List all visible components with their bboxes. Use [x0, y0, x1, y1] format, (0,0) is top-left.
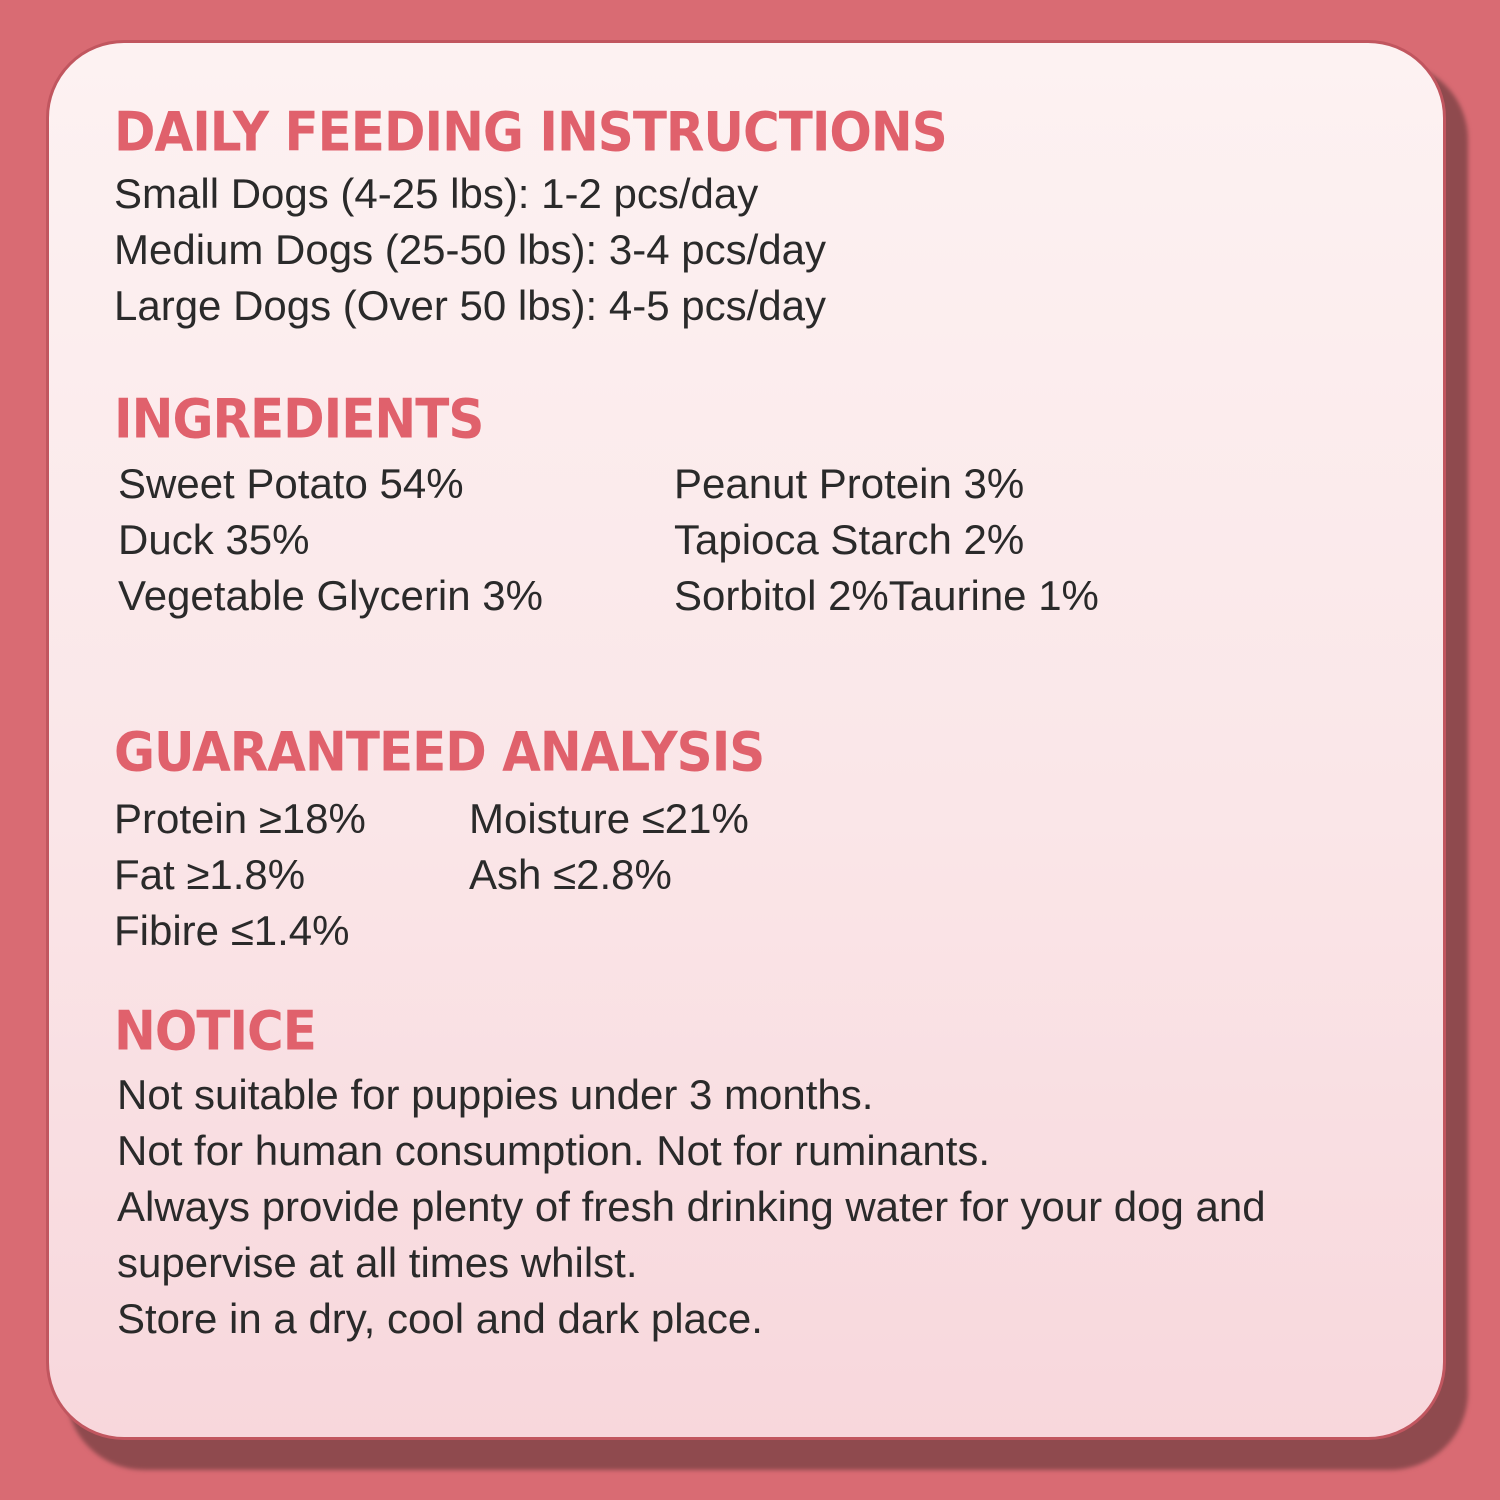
ingredient-item: Tapioca Starch 2% [674, 516, 1025, 563]
ingredient-item: Vegetable Glycerin 3% [118, 572, 543, 619]
feeding-line-large: Large Dogs (Over 50 lbs): 4-5 pcs/day [114, 282, 826, 329]
notice-line: Always provide plenty of fresh drinking water for your dog and [117, 1183, 1266, 1230]
info-card [46, 40, 1446, 1440]
ingredient-item: Sweet Potato 54% [118, 460, 464, 507]
analysis-item: Moisture ≤21% [469, 795, 749, 842]
notice-line: Not suitable for puppies under 3 months. [117, 1071, 874, 1118]
feeding-line-small: Small Dogs (4-25 lbs): 1-2 pcs/day [114, 170, 759, 217]
ingredient-item: Duck 35% [118, 516, 310, 563]
notice-line: Not for human consumption. Not for ruminants. [117, 1127, 991, 1174]
analysis-item: Fat ≥1.8% [114, 851, 306, 898]
ingredient-item: Sorbitol 2%Taurine 1% [674, 572, 1099, 619]
analysis-item: Protein ≥18% [114, 795, 366, 842]
analysis-heading: GUARANTEED ANALYSIS [114, 720, 765, 784]
ingredient-item: Peanut Protein 3% [674, 460, 1025, 507]
notice-line: supervise at all times whilst. [117, 1239, 638, 1286]
feeding-line-medium: Medium Dogs (25-50 lbs): 3-4 pcs/day [114, 226, 826, 273]
analysis-item: Fibire ≤1.4% [114, 907, 350, 954]
feeding-heading: DAILY FEEDING INSTRUCTIONS [114, 100, 947, 164]
analysis-item: Ash ≤2.8% [469, 851, 672, 898]
notice-heading: NOTICE [114, 999, 316, 1063]
ingredients-heading: INGREDIENTS [114, 387, 484, 451]
notice-line: Store in a dry, cool and dark place. [117, 1295, 763, 1342]
